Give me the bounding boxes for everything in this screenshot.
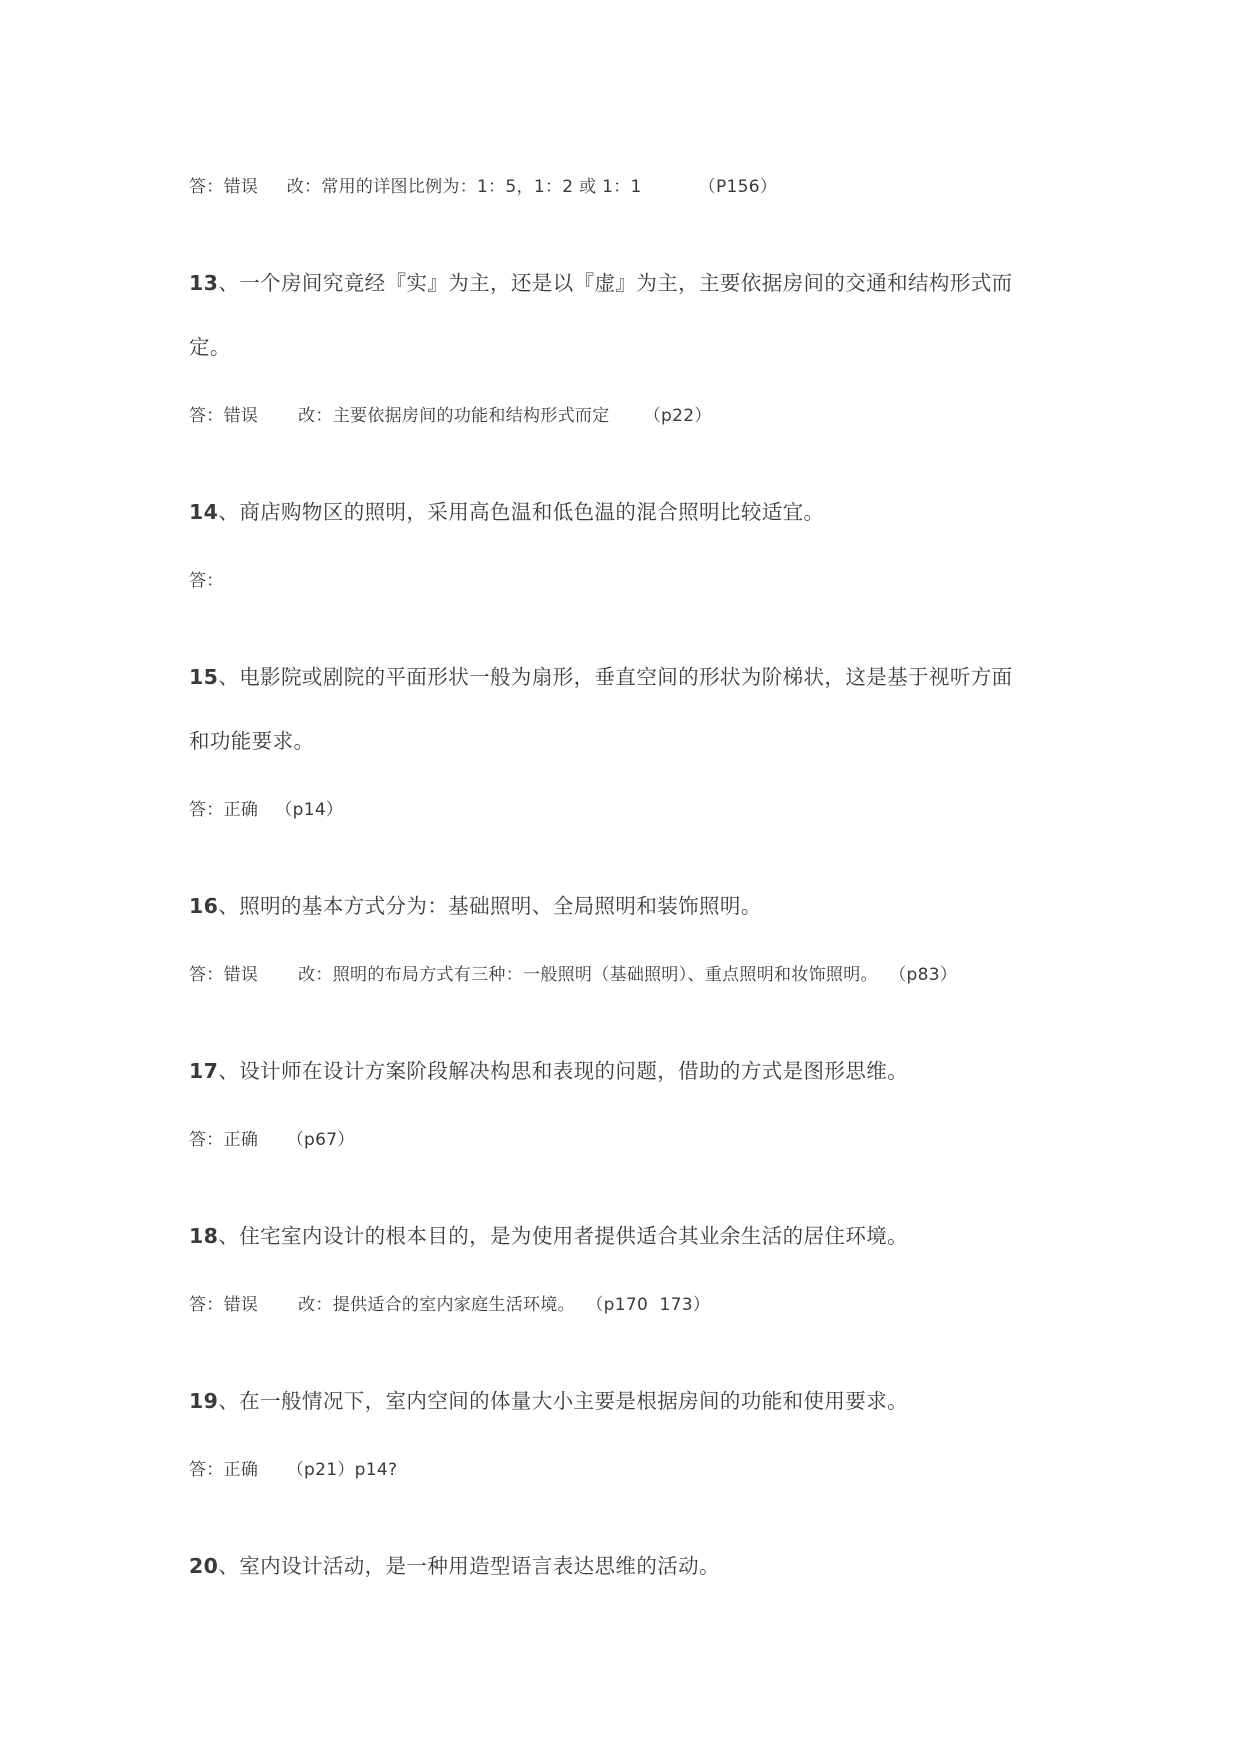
question-13: 13、一个房间究竟经『实』为主，还是以『虚』为主，主要依据房间的交通和结构形式而 <box>189 271 1013 295</box>
answer-19: 答：正确 （p21）p14? <box>189 1460 398 1480</box>
question-number: 18 <box>189 1224 219 1248</box>
question-19: 19、在一般情况下，室内空间的体量大小主要是根据房间的功能和使用要求。 <box>189 1389 909 1413</box>
question-number: 19 <box>189 1389 219 1413</box>
question-number: 16 <box>189 894 219 918</box>
question-20: 20、室内设计活动，是一种用造型语言表达思维的活动。 <box>189 1554 720 1578</box>
answer-16: 答：错误 改：照明的布局方式有三种：一般照明（基础照明）、重点照明和妆饰照明。 （p83） <box>189 965 958 985</box>
question-15: 15、电影院或剧院的平面形状一般为扇形，垂直空间的形状为阶梯状，这是基于视听方面 <box>189 665 1013 689</box>
answer-14: 答： <box>189 571 224 591</box>
answer-17: 答：正确 （p67） <box>189 1130 355 1150</box>
question-number: 20 <box>189 1554 219 1578</box>
answer-18: 答：错误 改：提供适合的室内家庭生活环境。 （p170 173） <box>189 1295 711 1315</box>
question-17: 17、设计师在设计方案阶段解决构思和表现的问题，借助的方式是图形思维。 <box>189 1059 909 1083</box>
question-16: 16、照明的基本方式分为：基础照明、全局照明和装饰照明。 <box>189 894 762 918</box>
answer-13: 答：错误 改：主要依据房间的功能和结构形式而定 （p22） <box>189 406 712 426</box>
question-number: 15 <box>189 665 219 689</box>
question-14: 14、商店购物区的照明，采用高色温和低色温的混合照明比较适宜。 <box>189 500 825 524</box>
question-number: 17 <box>189 1059 219 1083</box>
answer-15: 答：正确 （p14） <box>189 800 344 820</box>
question-13-continued: 定。 <box>189 335 231 359</box>
question-15-continued: 和功能要求。 <box>189 729 315 753</box>
question-number: 13 <box>189 271 219 295</box>
question-number: 14 <box>189 500 219 524</box>
answer-12: 答：错误 改：常用的详图比例为：1：5，1：2 或 1：1 （P156） <box>189 177 778 197</box>
question-18: 18、住宅室内设计的根本目的，是为使用者提供适合其业余生活的居住环境。 <box>189 1224 909 1248</box>
